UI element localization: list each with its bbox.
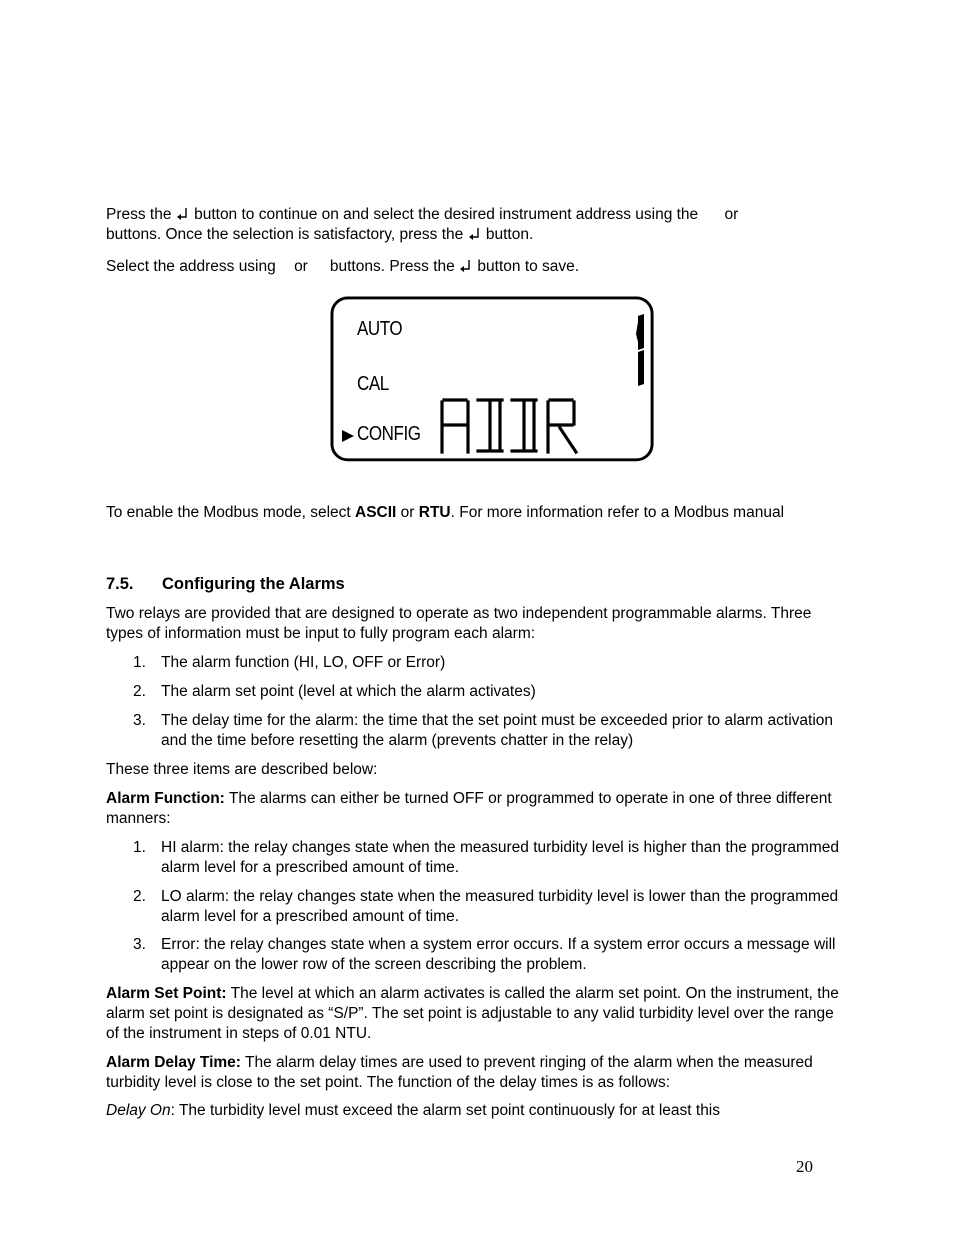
lcd-label-cal: CAL	[357, 373, 389, 395]
lcd-label-config: CONFIG	[357, 423, 421, 445]
manual-page: Press the button to continue on and select the desired instrument address using the or buttons. Once the selection is satisfactory, press the button. Select the address using or buttons. Press the button to save. AUTO CAL CONFIG To enable the Modbus mode, select ASCII or RTU. For more information refer to a Modbus manual 7.5. Configuring the Alarms Two relays are provided that are designed to operate as two independent programmable alarms. Three types of information must be input to fully program each alarm: 1. The alarm function (HI, LO, OFF or Error) 2. The alarm set point (level at which the alarm activates) 3. The delay time for the alarm: the time that the set point must be exceeded prior to alarm activation and the time before resetting the alarm (prevents chatter in the relay) These three items are described below: Alarm Function: The alarms can either be turned OFF or programmed to operate in one of three different manners: 1. HI alarm: the relay changes state when the measured turbidity level is higher than the programmed alarm level for a prescribed amount of time. 2. LO alarm: the relay changes state when the measured turbidity level is lower than the programmed alarm level for a prescribed amount of time. 3. Error: the relay changes state when a system error occurs. If a system error occurs a message will appear on the lower row of the screen describing the problem. Alarm Set Point: The level at which an alarm activates is called the alarm set point. On the instrument, the alarm set point is designated as “S/P”. The set point is adjustable to any valid turbidity level over the range of the instrument in steps of 0.01 NTU. Alarm Delay Time: The alarm delay times are used to prevent ringing of the alarm when the measured turbidity level is close to the set point. The function of the delay times is as follows: Delay On: The turbidity level must exceed the alarm set point continuously for at least this 20	[106, 206, 840, 1176]
paragraph-alarm-set-point: Alarm Set Point: The level at which an alarm activates is called the alarm set point. On the instrument, the alarm set point is designated as “S/P”. The set point is adjustable to any valid turbidity level over the range of the instrument in steps of 0.01 NTU.	[106, 985, 839, 1042]
lcd-display	[330, 296, 655, 462]
page-number: 20	[796, 1157, 813, 1176]
paragraph-items-intro: These three items are described below:	[106, 761, 378, 778]
paragraph-address-select: Press the button to continue on and select the desired instrument address using the or buttons. Once the selection is satisfactory, press the button.	[106, 206, 739, 243]
lcd-segment-digit	[630, 314, 650, 386]
paragraph-address-save: Select the address using or buttons. Press the button to save.	[106, 258, 580, 275]
lcd-label-auto: AUTO	[357, 318, 403, 340]
enter-icon	[176, 207, 190, 221]
lcd-segment-text	[438, 396, 588, 456]
section-title: Configuring the Alarms	[162, 575, 345, 593]
paragraph-alarm-function: Alarm Function: The alarms can either be turned OFF or programmed to operate in one of three different manners:	[106, 790, 832, 827]
section-heading	[106, 574, 841, 594]
lcd-pointer-icon	[342, 430, 354, 442]
section-number: 7.5.	[106, 575, 134, 593]
paragraph-relays: Two relays are provided that are designed to operate as two independent programmable alarms. Three types of information must be input to fully program each alarm:	[106, 605, 812, 642]
enter-icon	[468, 227, 482, 241]
enter-icon	[459, 259, 473, 273]
paragraph-delay-on: Delay On: The turbidity level must exceed the alarm set point continuously for at least this	[106, 1102, 721, 1119]
paragraph-alarm-delay: Alarm Delay Time: The alarm delay times are used to prevent ringing of the alarm when the measured turbidity level is close to the set point. The function of the delay times is as follows:	[106, 1054, 813, 1091]
paragraph-modbus-mode: To enable the Modbus mode, select ASCII or RTU. For more information refer to a Modbus manual	[106, 504, 785, 521]
